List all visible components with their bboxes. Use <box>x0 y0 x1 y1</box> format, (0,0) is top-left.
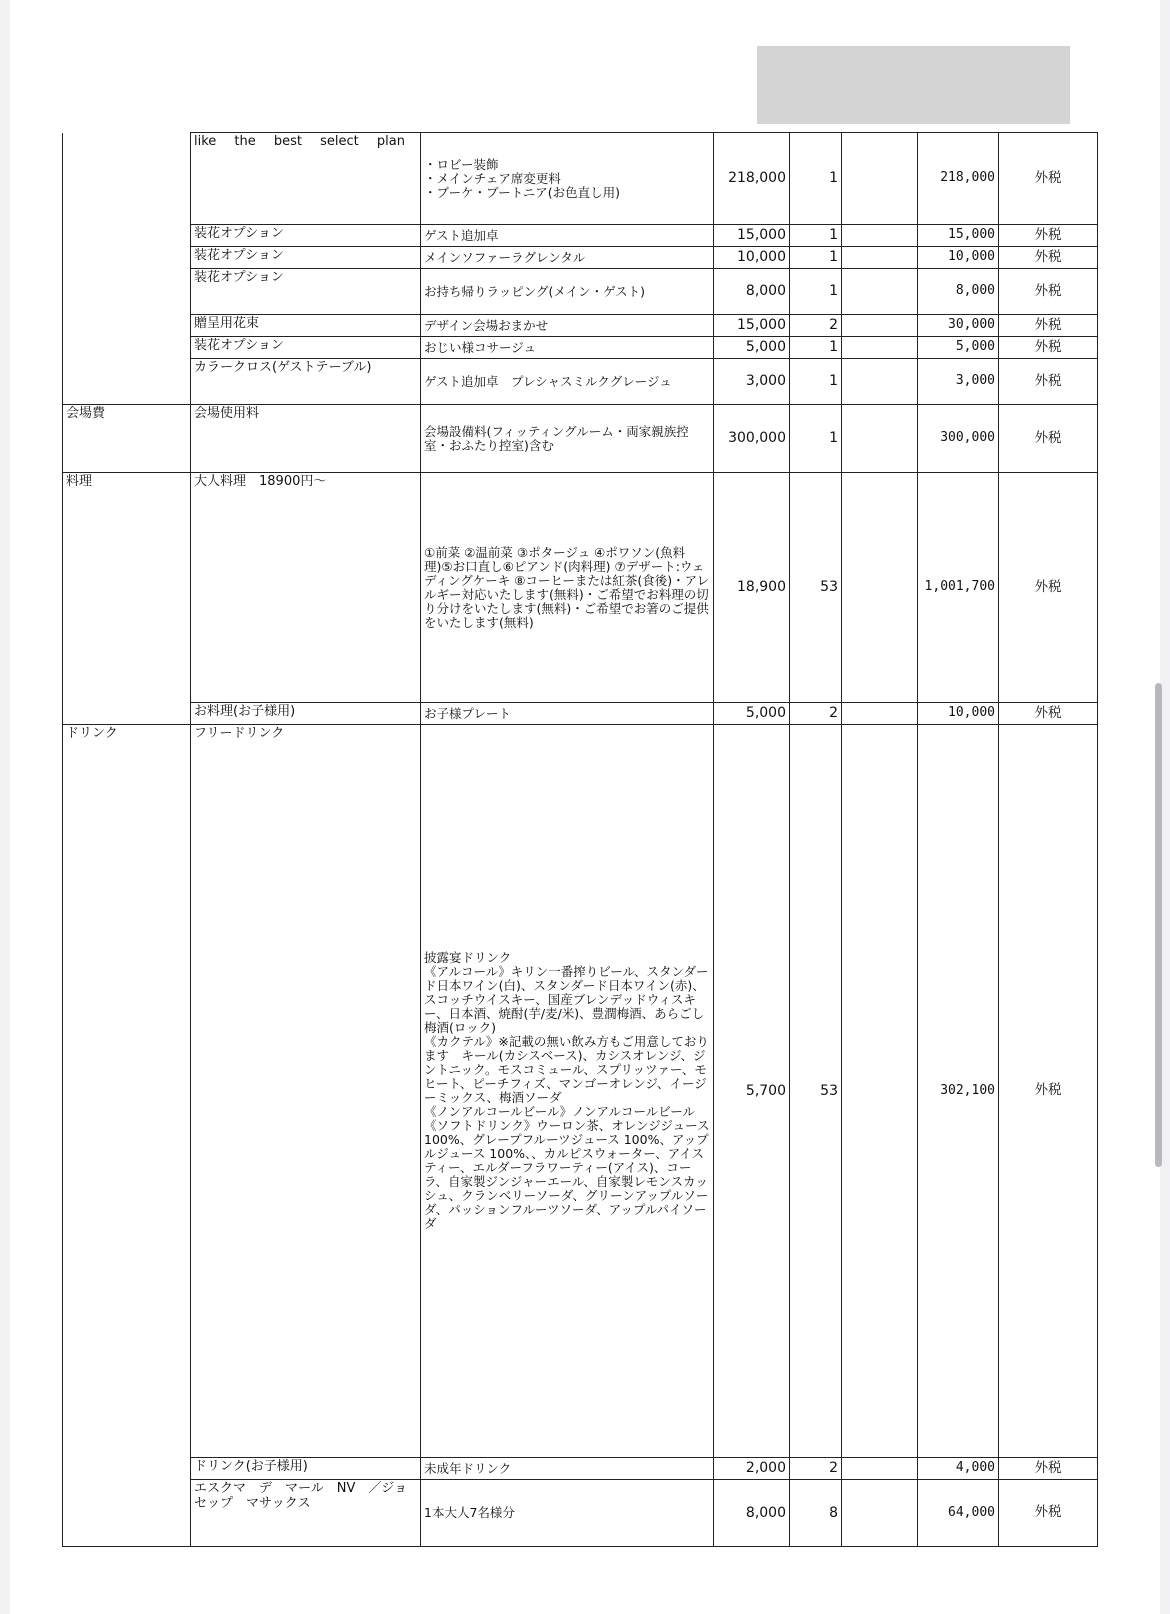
quantity-cell: 1 <box>790 225 842 247</box>
item-cell: 装花オプション <box>191 269 421 315</box>
tax-cell: 外税 <box>999 315 1098 337</box>
table-row <box>63 473 1098 703</box>
amount-cell: 300,000 <box>918 405 999 473</box>
table-row <box>63 405 1098 473</box>
table-row <box>63 269 1098 315</box>
table-row <box>63 225 1098 247</box>
description-cell: ①前菜 ②温前菜 ③ポタージュ ④ポワソン(魚料理)⑤お口直し⑥ピアンド(肉料理) ⑦デザート:ウェディングケーキ ⑧コーヒーまたは紅茶(食後)・アレルギー対応いたします(無料)・ご希望でお料理の切り分けをいたします(無料)・ご希望でお箸のご提供をいたします(無料) <box>421 473 714 703</box>
quantity-cell: 1 <box>790 269 842 315</box>
amount-cell: 3,000 <box>918 359 999 405</box>
unit-price-cell: 5,000 <box>714 703 790 725</box>
description-cell: 会場設備料(フィッティングルーム・両家親族控室・おふたり控室)含む <box>421 405 714 473</box>
unit-price-cell: 5,700 <box>714 725 790 1458</box>
description-cell: ゲスト追加卓 <box>421 225 714 247</box>
tax-cell: 外税 <box>999 337 1098 359</box>
tax-cell: 外税 <box>999 133 1098 225</box>
unit-price-cell: 10,000 <box>714 247 790 269</box>
quantity-cell: 1 <box>790 359 842 405</box>
description-cell: お持ち帰りラッピング(メイン・ゲスト) <box>421 269 714 315</box>
item-cell: 装花オプション <box>191 225 421 247</box>
item-cell: 装花オプション <box>191 337 421 359</box>
item-cell: フリードリンク <box>191 725 421 1458</box>
amount-cell: 1,001,700 <box>918 473 999 703</box>
blank-cell <box>842 703 918 725</box>
blank-cell <box>842 473 918 703</box>
tax-cell: 外税 <box>999 1458 1098 1480</box>
unit-price-cell: 218,000 <box>714 133 790 225</box>
table-row <box>63 337 1098 359</box>
item-cell: エスクマ デ マール NV ／ジョセップ マサックス <box>191 1480 421 1547</box>
amount-cell: 5,000 <box>918 337 999 359</box>
quantity-cell: 2 <box>790 1458 842 1480</box>
description-cell: おじい様コサージュ <box>421 337 714 359</box>
amount-cell: 10,000 <box>918 703 999 725</box>
tax-cell: 外税 <box>999 1480 1098 1547</box>
unit-price-cell: 18,900 <box>714 473 790 703</box>
table-row <box>63 725 1098 1458</box>
blank-cell <box>842 337 918 359</box>
description-cell: 披露宴ドリンク 《アルコール》キリン一番搾りビール、スタンダード日本ワイン(白)、スタンダード日本ワイン(赤)、スコッチウイスキー、国産ブレンデッドウィスキー、日本酒、焼酎(芋/麦/米)、豊潤梅酒、あらごし梅酒(ロック) 《カクテル》※記載の無い飲み方もご用意しております キール(カシスベース)、カシスオレンジ、ジントニック。モスコミュール、スプリッツァー、モヒート、ピーチフィズ、マンゴーオレンジ、イージーミックス、梅酒ソーダ 《ノンアルコールビール》ノンアルコールビール 《ソフトドリンク》ウーロン茶、オレンジジュース100%、グレープフルーツジュース 100%、アップルジュース 100%、、カルピスウォーター、アイスティー、エルダーフラワーティー(アイス)、コーラ、自家製ジンジャーエール、自家製レモンスカッシュ、クランベリーソーダ、グリーンアップルソーダ、パッションフルーツソーダ、アップルパイソーダ <box>421 725 714 1458</box>
description-cell: デザイン会場おまかせ <box>421 315 714 337</box>
unit-price-cell: 8,000 <box>714 1480 790 1547</box>
item-cell: 会場使用料 <box>191 405 421 473</box>
quantity-cell: 1 <box>790 247 842 269</box>
description-cell: メインソファーラグレンタル <box>421 247 714 269</box>
category-cell: ドリンク <box>63 725 191 1547</box>
tax-cell: 外税 <box>999 247 1098 269</box>
quantity-cell: 1 <box>790 405 842 473</box>
unit-price-cell: 5,000 <box>714 337 790 359</box>
unit-price-cell: 3,000 <box>714 359 790 405</box>
amount-cell: 64,000 <box>918 1480 999 1547</box>
unit-price-cell: 8,000 <box>714 269 790 315</box>
blank-cell <box>842 1458 918 1480</box>
amount-cell: 4,000 <box>918 1458 999 1480</box>
table-row <box>63 315 1098 337</box>
category-cell: 会場費 <box>63 405 191 473</box>
tax-cell: 外税 <box>999 405 1098 473</box>
blank-cell <box>842 315 918 337</box>
item-cell: 装花オプション <box>191 247 421 269</box>
redacted-block <box>757 46 1070 124</box>
quantity-cell: 2 <box>790 703 842 725</box>
blank-cell <box>842 405 918 473</box>
tax-cell: 外税 <box>999 703 1098 725</box>
amount-cell: 30,000 <box>918 315 999 337</box>
quantity-cell: 2 <box>790 315 842 337</box>
quantity-cell: 1 <box>790 337 842 359</box>
quantity-cell: 8 <box>790 1480 842 1547</box>
blank-cell <box>842 247 918 269</box>
blank-cell <box>842 269 918 315</box>
table-row <box>63 359 1098 405</box>
tax-cell: 外税 <box>999 269 1098 315</box>
item-cell: ドリンク(お子様用) <box>191 1458 421 1480</box>
description-cell: ・ロビー装飾 ・メインチェア席変更料 ・ブーケ・ブートニア(お色直し用) <box>421 133 714 225</box>
quantity-cell: 1 <box>790 133 842 225</box>
category-cell: 料理 <box>63 473 191 725</box>
scrollbar-thumb[interactable] <box>1155 683 1162 1167</box>
blank-cell <box>842 725 918 1458</box>
amount-cell: 8,000 <box>918 269 999 315</box>
blank-cell <box>842 133 918 225</box>
amount-cell: 15,000 <box>918 225 999 247</box>
tax-cell: 外税 <box>999 473 1098 703</box>
item-cell: 大人料理 18900円〜 <box>191 473 421 703</box>
table-row <box>63 247 1098 269</box>
table-row <box>63 133 1098 225</box>
item-cell: お料理(お子様用) <box>191 703 421 725</box>
item-cell: 贈呈用花束 <box>191 315 421 337</box>
category-cell <box>63 133 191 405</box>
blank-cell <box>842 225 918 247</box>
table-row <box>63 703 1098 725</box>
quantity-cell: 53 <box>790 473 842 703</box>
amount-cell: 218,000 <box>918 133 999 225</box>
unit-price-cell: 15,000 <box>714 225 790 247</box>
item-cell: like the best select plan <box>191 133 421 225</box>
table-row <box>63 1480 1098 1547</box>
description-cell: お子様プレート <box>421 703 714 725</box>
amount-cell: 302,100 <box>918 725 999 1458</box>
blank-cell <box>842 1480 918 1547</box>
description-cell: ゲスト追加卓 プレシャスミルクグレージュ <box>421 359 714 405</box>
description-cell: 未成年ドリンク <box>421 1458 714 1480</box>
amount-cell: 10,000 <box>918 247 999 269</box>
unit-price-cell: 2,000 <box>714 1458 790 1480</box>
item-cell: カラークロス(ゲストテーブル) <box>191 359 421 405</box>
blank-cell <box>842 359 918 405</box>
unit-price-cell: 15,000 <box>714 315 790 337</box>
tax-cell: 外税 <box>999 725 1098 1458</box>
description-cell: 1本大人7名様分 <box>421 1480 714 1547</box>
estimate-table <box>62 132 1098 1547</box>
quantity-cell: 53 <box>790 725 842 1458</box>
tax-cell: 外税 <box>999 359 1098 405</box>
unit-price-cell: 300,000 <box>714 405 790 473</box>
table-row <box>63 1458 1098 1480</box>
tax-cell: 外税 <box>999 225 1098 247</box>
